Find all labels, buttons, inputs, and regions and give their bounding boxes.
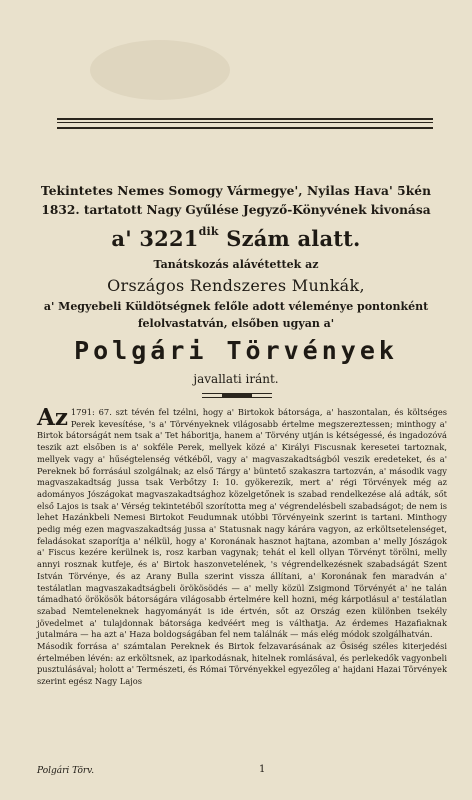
ornament-divider bbox=[202, 393, 272, 398]
paper-stain bbox=[90, 40, 230, 100]
top-double-rule bbox=[57, 118, 433, 129]
paragraph-2: Második forrása a' számtalan Pereknek és Birtok felzavarásának az Ősiség széles kiterjedési értelmében lévén: az erköltsnek, az iparkodásnak, hitelnek romlásával, és perlekedők vagyonbeli pusztulásával; holott a' Természeti, és Római Törvényekkel egyezőleg a' hajdani Hazai Törvények szerint egész Nagy Lajos bbox=[37, 641, 447, 687]
header-title bbox=[30, 226, 442, 251]
header-line-2: 1832. tartatott Nagy Gyűlése Jegyző-Könyvének kivonása bbox=[41, 203, 431, 217]
header-subtitle: Országos Rendszeres Munkák, bbox=[107, 276, 365, 295]
paragraph-1 bbox=[37, 404, 447, 641]
footer-signature: Polgári Törv. bbox=[37, 766, 95, 776]
header-line-6: a' Megyebeli Küldötségnek felőle adott véleménye pontonként bbox=[43, 300, 429, 313]
title-tail: Szám alatt. bbox=[218, 226, 361, 251]
title-superscript: dik bbox=[198, 225, 219, 238]
page-number: 1 bbox=[259, 764, 266, 775]
drop-cap: Az bbox=[37, 404, 68, 431]
section-title: Polgári Törvények bbox=[74, 336, 398, 365]
title-main: a' 3221 bbox=[111, 226, 199, 251]
body-text bbox=[37, 404, 447, 688]
paragraph-1-text: 1791: 67. szt tévén fel tzélni, hogy a' Birtokok bátorsága, a' haszontalan, és költséges Perek kevesítése, 's a' Törvényeknek világosabb értelme megszereztessen; minthogy a' Birtok bátorságát nem tsak a' Tet háboritja, hanem a' Törvény utján is kétségessé, és ingadozóvá teszik azt elsőben is a' sokféle Perek, mellyek közé a' Királyi Fiscusnak keresetei tartoznak, mellyek vagy a' hűségtelenség vétkéből, vagy a' magvaszakadtságból veszik eredeteket, és a' Pereknek bő forrásául szolgálnak; az első Tárgy a' büntető szakaszra tartozván, a' második vagy magvaszakadtság jussa tsak Verbőtzy I: 10. gyökerezik, mert a' régi Törvények még az adományos Jószágokat magvaszakadtsághoz közelgetőnek is szabad rendelkezése alá adták, sőt első Lajos is tsak a' Vérség tekintetéből szorította meg a' végrendelésbeli szabadságot; de nem is lehet Hazánkbeli Nemesi Birtokot Feudumnak utóbbi Törvényeink szerint is tartani. Minthogy pedig még ezen magvaszakadtság jussa a' Statusnak nagy kárára vagyon, az erköltsetelenséget, feladásokat szaporítja a' nélkül, hogy a' Koronának hasznot hajtana, azomban a' melly Jószágok a' Fiscus kezére kerülnek is, rosz karban vagynak; tehát el kell ollyan Törvényt törölni, melly annyi rosznak kutfeje, és a' Birtok haszonvetelének, 's végrendelkezésnek szabadságát Szent István Törvénye, és az Arany Bulla szerint vissza állítani, a' Koronának fen maradván a' testálatlan magvaszakadtságbeli örökösödés — a' melly közül Zsigmond Törvényét a' ne talán támadható örökösök bátorságára világosabb értelmére kell hozni, még kárpotlásul a' testálatlan szabad Nemteleneknek hagyományát is ide értvén, sőt az Ország ezen különben tsekély jövedelmet a' tulajdonnak bátorsága kedvéért meg is válthatja. Az érdemes Hazafiaknak jutalmára — ha azt a' Haza boldogságában fel nem találnák — más elég módok szolgálhatván. bbox=[37, 407, 447, 640]
header-line-7: felolvastatván, elsőben ugyan a' bbox=[137, 317, 335, 330]
section-subtitle: javallati iránt. bbox=[193, 372, 279, 386]
header-line-4: Tanátskozás alávétettek az bbox=[153, 258, 319, 271]
header-line-1: Tekintetes Nemes Somogy Vármegye', Nyilas Hava' 5kén bbox=[40, 184, 432, 198]
